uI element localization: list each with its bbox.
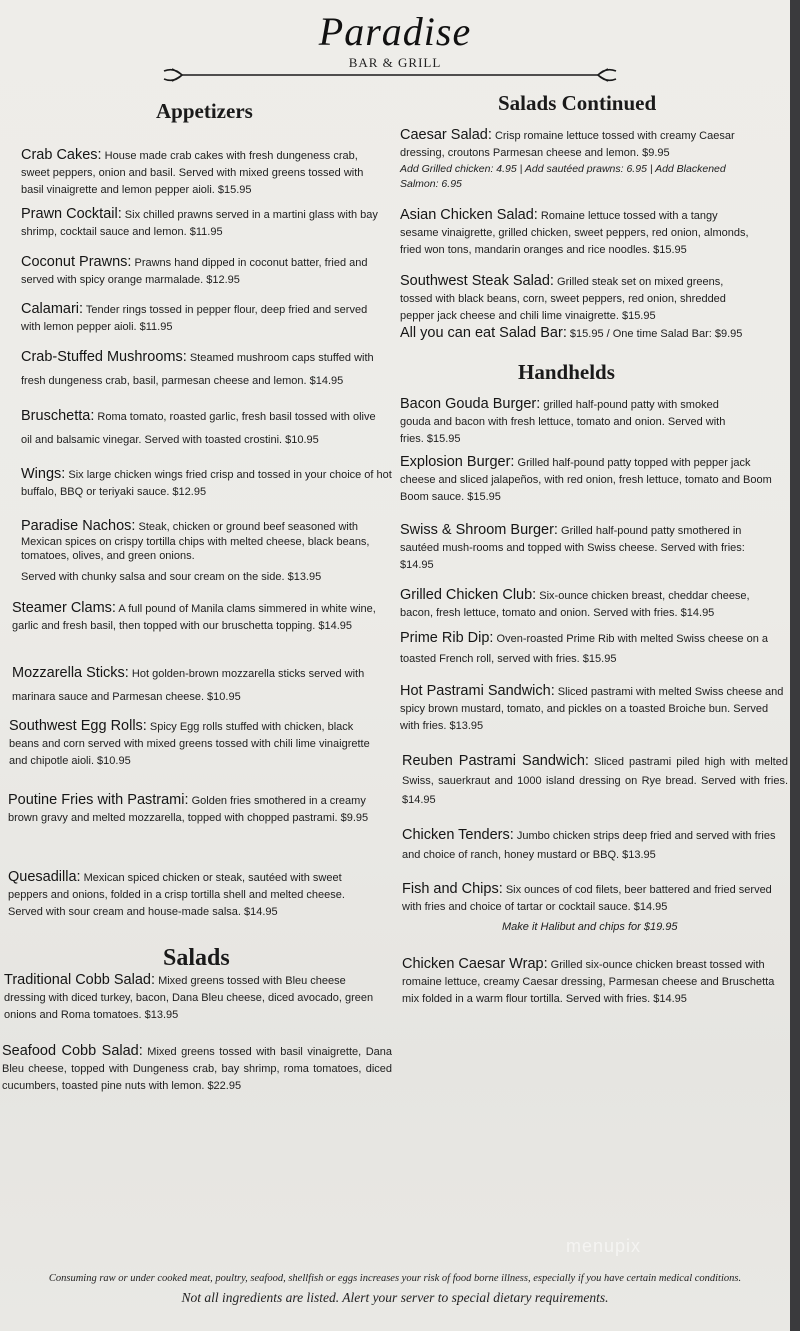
menu-item-explosion-burger [400,454,774,506]
item-upgrade: Make it Halibut and chips for $19.95 [502,921,678,933]
watermark-logo: menupix [566,1236,642,1256]
food-safety-disclaimer: Consuming raw or under cooked meat, poultry, seafood, shellfish or eggs increases your risk of food borne illness, especially if you have certain medical conditions. [48,1273,742,1284]
item-name: Reuben Pastrami Sandwich: [402,753,589,769]
item-name: Caesar Salad: [400,127,492,143]
menu-item-coconut-prawns [21,254,386,289]
menu-item-caesar-salad [400,127,750,192]
item-name: Asian Chicken Salad: [400,207,538,223]
item-name: Southwest Steak Salad: [400,273,554,289]
item-name: Crab Cakes: [21,147,102,163]
ornament-rule [160,65,620,85]
menu-item-chicken-tenders [402,826,782,865]
item-desc: Steamed mushroom caps stuffed with fresh dungeness crab, basil, parmesan cheese and lemon. $14.95 [21,352,374,387]
item-name: Fish and Chips: [402,881,503,897]
item-desc: Tender rings tossed in pepper flour, deep fried and served with lemon pepper aioli. $11.95 [21,304,368,333]
item-desc: Golden fries smothered in a creamy brown gravy and melted mozzarella, topped with chopped pastrami. $9.95 [8,795,369,824]
item-desc: Grilled steak set on mixed greens, tossed with black beans, corn, sweet peppers, red onion, shredded pepper jack cheese and chili lime vinaigrette. $15.95 [400,276,726,322]
item-desc: Grilled half-pound patty topped with pepper jack cheese and sliced jalapeños, with red onion, fresh lettuce, tomato and Boom Boom sauce. $15.95 [400,457,772,503]
menu-item-prime-rib-dip [400,628,784,669]
menu-item-bacon-gouda-burger [400,396,750,448]
item-desc: Six large chicken wings fried crisp and tossed in your choice of hot buffalo, BBQ or teriyaki sauce. $12.95 [21,469,392,498]
dietary-note: Not all ingredients are listed. Alert your server to special dietary requirements. [181,1290,609,1305]
item-name: All you can eat Salad Bar: [400,325,567,341]
item-addons: Add Grilled chicken: 4.95 | Add sautéed prawns: 6.95 | Add Blackened Salmon: 6.95 [400,163,726,190]
item-name: Wings: [21,466,66,482]
item-name: Steamer Clams: [12,600,116,616]
menu-item-mozzarella-sticks [12,662,387,709]
item-name: Swiss & Shroom Burger: [400,522,558,538]
item-desc: Jumbo chicken strips deep fried and served with fries and choice of ranch, honey mustard or BBQ. $13.95 [402,830,776,861]
item-name: Poutine Fries with Pastrami: [8,792,189,808]
item-name: Calamari: [21,301,84,317]
item-name: Seafood Cobb Salad: [2,1043,143,1059]
item-desc: Grilled six-ounce chicken breast tossed with romaine lettuce, creamy Caesar dressing, Parmesan cheese and Bruschetta mix folded in a warm flour tortilla. Served with fries. $14.95 [402,959,775,1005]
menu-item-grilled-chicken-club [400,587,760,622]
menu-item-steamer-clams [12,600,378,635]
menu-item-paradise-nachos [21,519,386,584]
item-name: Mozzarella Sticks: [12,665,129,681]
menu-item-reuben-pastrami [402,752,788,810]
menu-item-traditional-cobb [4,972,378,1024]
page-edge [790,0,800,1331]
item-desc: $15.95 / One time Salad Bar: $9.95 [569,328,743,340]
menu-item-seafood-cobb [2,1043,392,1095]
item-desc: Six chilled prawns served in a martini glass with bay shrimp, cocktail sauce and lemon. $11.95 [21,209,378,238]
menu-item-chicken-caesar-wrap [402,956,788,1008]
item-desc: House made crab cakes with fresh dungeness crab, sweet peppers, onion and basil. Served with mixed greens tossed with basil vinaigrette and lemon pepper aioli. $15.95 [21,150,364,196]
item-name: Prime Rib Dip: [400,630,494,646]
menu-item-asian-chicken-salad [400,207,758,259]
item-name: Coconut Prawns: [21,254,132,270]
item-desc: Romaine lettuce tossed with a tangy sesame vinaigrette, grilled chicken, sweet peppers, red onion, almonds, fried won tons, mandarin oranges and rice noodles. $15.95 [400,210,749,256]
item-desc: Steak, chicken or ground beef seasoned with Mexican spices on crispy tortilla chips with melted cheese, black beans, tomatoes, olives, and green onions. [21,521,370,562]
section-heading-handhelds: Handhelds [518,360,615,384]
item-name: Hot Pastrami Sandwich: [400,683,555,699]
item-name: Southwest Egg Rolls: [9,718,147,734]
item-desc: Mexican spiced chicken or steak, sautéed with sweet peppers and onions, folded in a crisp tortilla shell and melted cheese. Served with sour cream and house-made salsa. $14.95 [8,872,345,918]
menu-item-southwest-steak-salad [400,273,740,325]
menu-item-crab-stuffed-mushrooms [21,346,391,393]
item-name: Grilled Chicken Club: [400,587,537,603]
item-name: Prawn Cocktail: [21,206,122,222]
menu-item-salad-bar [400,325,780,343]
item-desc: A full pound of Manila clams simmered in white wine, garlic and fresh basil, then topped with our bruschetta topping. $14.95 [12,603,376,632]
item-desc: Sliced pastrami with melted Swiss cheese and spicy brown mustard, tomato, and pickles on a toasted Broiche bun. Served with fries. $13.95 [400,686,784,732]
restaurant-title: Paradise [318,9,472,54]
menu-item-swiss-shroom-burger [400,522,772,574]
item-desc-serving: Served with chunky salsa and sour cream on the side. $13.95 [21,570,322,583]
item-name: Crab-Stuffed Mushrooms: [21,349,187,365]
item-name: Bruschetta: [21,408,95,424]
item-desc: Sliced pastrami piled high with melted Swiss, sauerkraut and 1000 island dressing on Rye bread. Served with fries. $14.95 [402,756,788,806]
menu-item-southwest-egg-rolls [9,718,374,770]
restaurant-subtitle: BAR & GRILL [348,55,442,70]
item-desc: Six ounces of cod filets, beer battered and fried served with fries and choice of tartar or cocktail sauce. $14.95 [402,884,772,913]
menu-item-calamari [21,301,386,336]
menu-item-quesadilla [8,869,378,921]
item-name: Chicken Tenders: [402,827,514,843]
item-name: Traditional Cobb Salad: [4,972,155,988]
section-heading-salads: Salads [163,945,230,971]
section-heading-appetizers: Appetizers [156,99,253,123]
item-desc: grilled half-pound patty with smoked gouda and bacon with fresh lettuce, tomato and onion. Served with fries. $15.95 [400,399,726,445]
item-desc: Grilled half-pound patty smothered in sautéed mush-rooms and topped with Swiss cheese. Served with fries: $14.95 [400,525,745,571]
item-desc: Prawns hand dipped in coconut batter, fried and served with spicy orange marmalade. $12.95 [21,257,368,286]
item-desc: Oven-roasted Prime Rib with melted Swiss cheese on a toasted French roll, served with fries. $15.95 [400,633,768,665]
menu-item-poutine-fries [8,792,388,827]
item-desc: Roma tomato, roasted garlic, fresh basil tossed with olive oil and balsamic vinegar. Served with toasted crostini. $10.95 [21,411,376,446]
item-name: Paradise Nachos: [21,518,136,534]
menu-item-bruschetta [21,405,386,452]
menu-item-fish-and-chips [402,881,772,936]
item-name: Bacon Gouda Burger: [400,396,541,412]
item-name: Quesadilla: [8,869,81,885]
menu-item-prawn-cocktail [21,206,386,241]
item-desc: Mixed greens tossed with basil vinaigrette, Dana Bleu cheese, topped with Dungeness crab, bay shrimp, roma tomatoes, diced cucumbers, toasted pine nuts with lemon. $22.95 [2,1046,393,1092]
menu-item-hot-pastrami [400,683,784,735]
item-desc: Crisp romaine lettuce tossed with creamy Caesar dressing, croutons Parmesan cheese and lemon. $9.95 [400,130,735,159]
menu-item-crab-cakes [21,147,386,199]
section-heading-salads-continued: Salads Continued [498,91,657,115]
item-desc: Mixed greens tossed with Bleu cheese dressing with diced turkey, bacon, Dana Bleu cheese, diced avocado, green onions and Roma tomatoes. $13.95 [4,975,374,1021]
item-name: Explosion Burger: [400,454,515,470]
item-desc: Six-ounce chicken breast, cheddar cheese, bacon, fresh lettuce, tomato and onion. Served with fries. $14.95 [400,590,750,619]
item-name: Chicken Caesar Wrap: [402,956,548,972]
menu-item-wings [21,466,393,501]
item-desc: Hot golden-brown mozzarella sticks served with marinara sauce and Parmesan cheese. $10.95 [12,668,365,703]
item-desc: Spicy Egg rolls stuffed with chicken, black beans and corn served with mixed greens tossed with chili lime vinaigrette and chipotle aioli. $10.95 [9,721,370,767]
